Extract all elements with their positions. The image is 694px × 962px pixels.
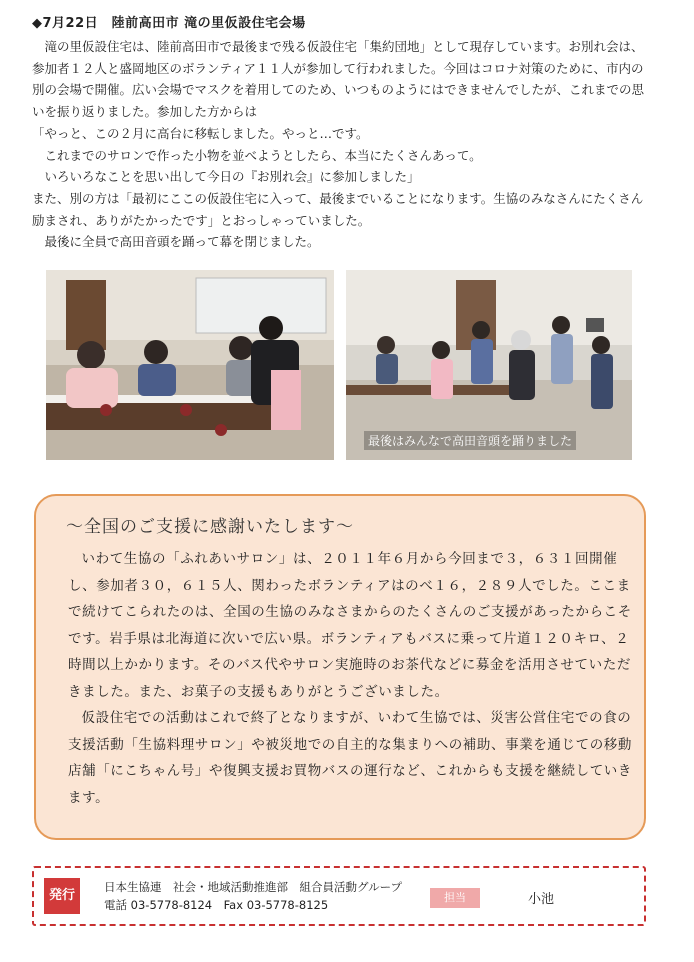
article-paragraph: 「やっと、この２月に高台に移転しました。やっと…です。 (32, 125, 369, 141)
issue-badge: 発行 (44, 878, 80, 914)
support-body (68, 546, 636, 811)
photo-party-seated (46, 270, 334, 460)
publisher-info (104, 878, 402, 914)
article-paragraph: 滝の里仮設住宅は、陸前高田市で最後まで残る仮設住宅「集約団地」として現存しています。お別れ会は、参加者１２人と盛岡地区のボランティア１１人が参加して行われました。今回はコロナ対策のために、市内の別の会場で開催。広い会場でマスクを着用してのため、いつものようにはできませんでしたが、これまでの思いを振り返りました。参加した方からは (32, 39, 645, 120)
photo-caption: 最後はみんなで高田音頭を踊りました (364, 431, 576, 450)
article-paragraph: また、別の方は「最初にここの仮設住宅に入って、最後までいることになります。生協のみなさんにたくさん励まされ、ありがたかったです」とおっしゃっていました。 (32, 190, 644, 228)
publisher-org: 日本生協連 社会・地域活動推進部 組合員活動グループ (104, 880, 403, 894)
article-paragraph: 最後に全員で高田音頭を踊って幕を閉じました。 (32, 234, 320, 250)
photo-takata-ondo-dance (346, 270, 632, 460)
contact-person-name: 小池 (528, 892, 555, 907)
article-paragraph: いろいろなことを思い出して今日の『お別れ会』に参加しました」 (32, 169, 420, 185)
article-paragraph: これまでのサロンで作った小物を並べようとしたら、本当にたくさんあって。 (32, 147, 482, 163)
publisher-footer (32, 866, 646, 926)
article-body (32, 36, 654, 253)
publisher-contact: 電話 03-5778-8124 Fax 03-5778-8125 (104, 898, 329, 912)
support-title: ～全国のご支援に感謝いたします～ (66, 517, 354, 537)
support-paragraph: 仮設住宅での活動はこれで終了となりますが、いわて生協では、災害公営住宅での食の支援活動「生協料理サロン」や被災地での自主的な集まりへの補助、事業を通じての移動店舗「にこちゃん号」や復興支援お買物バスの運行など、これからも支援を継続していきます。 (68, 710, 632, 806)
support-paragraph: いわて生協の「ふれあいサロン」は、２０１１年６月から今回まで３，６３１回開催し、参加者３０，６１５人、関わったボランティアはのべ１６，２８９人でした。ここまで続けてこられたのは、全国の生協のみなさまからのたくさんのご支援があったからこそです。岩手県は北海道に次いで広い県。ボランティアもバスに乗って片道１２０キロ、２時間以上かかります。そのバス代やサロン実施時のお茶代などに募金を活用させていただきました。また、お菓子の支援もありがとうございました。 (68, 551, 632, 700)
article-heading: ◆7月22日 陸前高田市 滝の里仮設住宅会場 (32, 16, 306, 31)
contact-person-badge: 担当 (430, 888, 480, 908)
support-thanks-box (34, 494, 646, 840)
